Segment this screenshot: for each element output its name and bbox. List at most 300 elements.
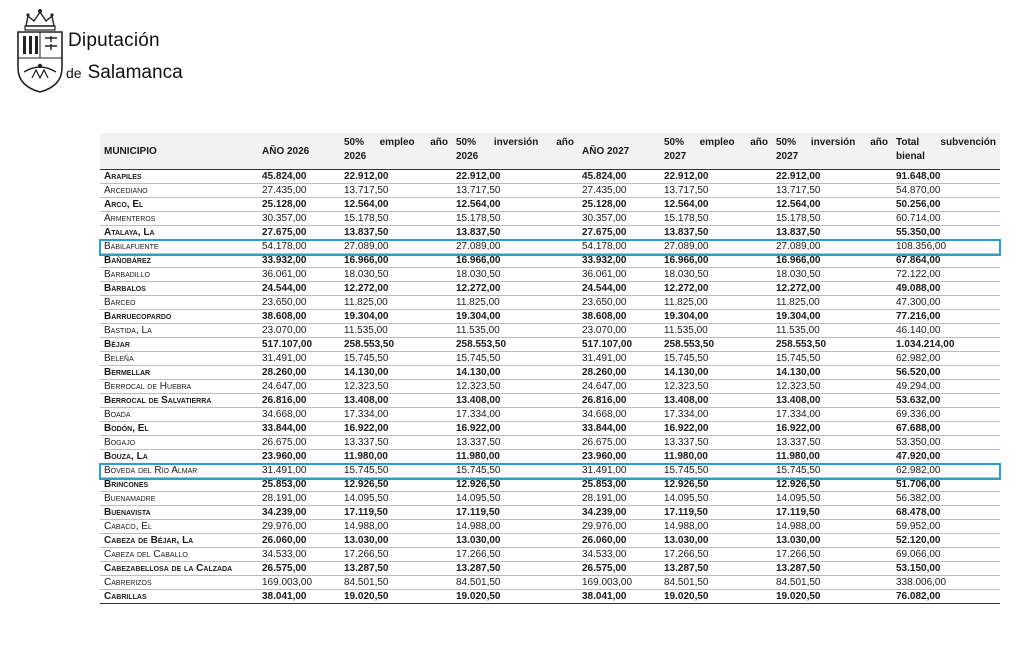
amount-cell: 13.337,50 bbox=[452, 436, 578, 450]
amount-cell: 17.119,50 bbox=[452, 506, 578, 520]
amount-cell: 23.070,00 bbox=[578, 324, 660, 338]
table-row bbox=[100, 226, 1000, 240]
amount-cell: 15.745,50 bbox=[452, 352, 578, 366]
amount-cell: 11.535,00 bbox=[660, 324, 772, 338]
amount-cell: 54.178,00 bbox=[578, 240, 660, 254]
column-header-7 bbox=[892, 133, 1000, 170]
amount-cell: 18.030,50 bbox=[340, 268, 452, 282]
amount-cell: 77.216,00 bbox=[892, 310, 1000, 324]
amount-cell: 15.178,50 bbox=[660, 212, 772, 226]
municipio-cell: Cabeza del Caballo bbox=[100, 548, 258, 562]
amount-cell: 13.717,50 bbox=[452, 184, 578, 198]
amount-cell: 11.980,00 bbox=[340, 450, 452, 464]
amount-cell: 23.650,00 bbox=[578, 296, 660, 310]
amount-cell: 27.089,00 bbox=[452, 240, 578, 254]
amount-cell: 18.030,50 bbox=[452, 268, 578, 282]
table-row bbox=[100, 240, 1000, 254]
municipio-cell: Boada bbox=[100, 408, 258, 422]
amount-cell: 258.553,50 bbox=[340, 338, 452, 352]
amount-cell: 62.982,00 bbox=[892, 464, 1000, 478]
amount-cell: 16.966,00 bbox=[452, 254, 578, 268]
amount-cell: 33.844,00 bbox=[258, 422, 340, 436]
amount-cell: 26.575,00 bbox=[578, 562, 660, 576]
amount-cell: 15.178,50 bbox=[340, 212, 452, 226]
column-header-label: 50% empleo año bbox=[664, 137, 768, 148]
amount-cell: 38.608,00 bbox=[258, 310, 340, 324]
amount-cell: 59.952,00 bbox=[892, 520, 1000, 534]
table-row bbox=[100, 562, 1000, 576]
municipio-cell: Arapiles bbox=[100, 170, 258, 184]
amount-cell: 22.912,00 bbox=[340, 170, 452, 184]
amount-cell: 29.976,00 bbox=[258, 520, 340, 534]
table-row bbox=[100, 296, 1000, 310]
amount-cell: 17.334,00 bbox=[452, 408, 578, 422]
municipio-cell: Cabrerizos bbox=[100, 576, 258, 590]
amount-cell: 13.030,00 bbox=[772, 534, 892, 548]
table-row bbox=[100, 310, 1000, 324]
column-header-label-line2: 2026 bbox=[456, 151, 479, 162]
municipio-cell: Buenamadre bbox=[100, 492, 258, 506]
table-row bbox=[100, 198, 1000, 212]
municipio-cell: Babilafuente bbox=[100, 240, 258, 254]
amount-cell: 27.675,00 bbox=[258, 226, 340, 240]
amount-cell: 14.130,00 bbox=[660, 366, 772, 380]
amount-cell: 17.266,50 bbox=[452, 548, 578, 562]
amount-cell: 14.988,00 bbox=[772, 520, 892, 534]
amount-cell: 26.060,00 bbox=[578, 534, 660, 548]
municipio-cell: Arcediano bbox=[100, 184, 258, 198]
amount-cell: 11.825,00 bbox=[772, 296, 892, 310]
amount-cell: 14.130,00 bbox=[772, 366, 892, 380]
amount-cell: 15.745,50 bbox=[772, 464, 892, 478]
amount-cell: 31.491,00 bbox=[258, 352, 340, 366]
table-row bbox=[100, 282, 1000, 296]
municipio-cell: Bermellar bbox=[100, 366, 258, 380]
municipio-cell: Bóveda del Río Almar bbox=[100, 464, 258, 478]
amount-cell: 72.122,00 bbox=[892, 268, 1000, 282]
table-row bbox=[100, 352, 1000, 366]
amount-cell: 11.825,00 bbox=[452, 296, 578, 310]
amount-cell: 30.357,00 bbox=[258, 212, 340, 226]
amount-cell: 12.564,00 bbox=[340, 198, 452, 212]
municipio-cell: Atalaya, La bbox=[100, 226, 258, 240]
column-header-5 bbox=[660, 133, 772, 170]
amount-cell: 15.178,50 bbox=[772, 212, 892, 226]
amount-cell: 169.003,00 bbox=[578, 576, 660, 590]
municipio-cell: Berrocal de Huebra bbox=[100, 380, 258, 394]
amount-cell: 34.668,00 bbox=[258, 408, 340, 422]
amount-cell: 13.030,00 bbox=[660, 534, 772, 548]
amount-cell: 26.675,00 bbox=[258, 436, 340, 450]
amount-cell: 28.260,00 bbox=[258, 366, 340, 380]
amount-cell: 13.287,50 bbox=[660, 562, 772, 576]
amount-cell: 47.920,00 bbox=[892, 450, 1000, 464]
org-name-de: de bbox=[66, 65, 82, 81]
municipio-cell: Bañobárez bbox=[100, 254, 258, 268]
amount-cell: 28.191,00 bbox=[578, 492, 660, 506]
table-row bbox=[100, 170, 1000, 184]
amount-cell: 33.932,00 bbox=[578, 254, 660, 268]
amount-cell: 27.435,00 bbox=[258, 184, 340, 198]
amount-cell: 15.745,50 bbox=[452, 464, 578, 478]
amount-cell: 13.837,50 bbox=[772, 226, 892, 240]
amount-cell: 17.266,50 bbox=[340, 548, 452, 562]
coat-of-arms-icon bbox=[14, 6, 66, 94]
municipio-cell: Bouza, La bbox=[100, 450, 258, 464]
municipio-cell: Beleña bbox=[100, 352, 258, 366]
subsidy-table bbox=[100, 133, 1000, 604]
amount-cell: 18.030,50 bbox=[660, 268, 772, 282]
amount-cell: 24.647,00 bbox=[578, 380, 660, 394]
column-header-label: 50% empleo año bbox=[344, 137, 448, 148]
amount-cell: 38.608,00 bbox=[578, 310, 660, 324]
amount-cell: 12.564,00 bbox=[660, 198, 772, 212]
amount-cell: 22.912,00 bbox=[452, 170, 578, 184]
amount-cell: 13.287,50 bbox=[772, 562, 892, 576]
column-header-label-line2: 2026 bbox=[344, 151, 367, 162]
column-header-3 bbox=[452, 133, 578, 170]
amount-cell: 14.988,00 bbox=[660, 520, 772, 534]
amount-cell: 16.966,00 bbox=[772, 254, 892, 268]
amount-cell: 54.870,00 bbox=[892, 184, 1000, 198]
column-header-label-line2: 2027 bbox=[776, 151, 799, 162]
table-row bbox=[100, 394, 1000, 408]
amount-cell: 13.837,50 bbox=[340, 226, 452, 240]
amount-cell: 17.119,50 bbox=[660, 506, 772, 520]
municipio-cell: Bogajo bbox=[100, 436, 258, 450]
amount-cell: 108.356,00 bbox=[892, 240, 1000, 254]
amount-cell: 13.408,00 bbox=[772, 394, 892, 408]
amount-cell: 15.745,50 bbox=[772, 352, 892, 366]
amount-cell: 23.960,00 bbox=[578, 450, 660, 464]
column-header-4 bbox=[578, 133, 660, 170]
amount-cell: 16.966,00 bbox=[660, 254, 772, 268]
amount-cell: 258.553,50 bbox=[772, 338, 892, 352]
amount-cell: 14.988,00 bbox=[452, 520, 578, 534]
municipio-cell: Arco, El bbox=[100, 198, 258, 212]
amount-cell: 36.061,00 bbox=[578, 268, 660, 282]
amount-cell: 67.864,00 bbox=[892, 254, 1000, 268]
amount-cell: 13.337,50 bbox=[340, 436, 452, 450]
amount-cell: 12.926,50 bbox=[660, 478, 772, 492]
amount-cell: 53.350,00 bbox=[892, 436, 1000, 450]
amount-cell: 12.272,00 bbox=[340, 282, 452, 296]
amount-cell: 19.304,00 bbox=[452, 310, 578, 324]
amount-cell: 84.501,50 bbox=[660, 576, 772, 590]
amount-cell: 15.745,50 bbox=[660, 464, 772, 478]
amount-cell: 15.745,50 bbox=[340, 464, 452, 478]
amount-cell: 11.825,00 bbox=[660, 296, 772, 310]
amount-cell: 19.304,00 bbox=[772, 310, 892, 324]
amount-cell: 17.334,00 bbox=[772, 408, 892, 422]
amount-cell: 1.034.214,00 bbox=[892, 338, 1000, 352]
amount-cell: 45.824,00 bbox=[258, 170, 340, 184]
table-row bbox=[100, 366, 1000, 380]
table-row bbox=[100, 576, 1000, 590]
table-row bbox=[100, 492, 1000, 506]
amount-cell: 91.648,00 bbox=[892, 170, 1000, 184]
amount-cell: 34.668,00 bbox=[578, 408, 660, 422]
amount-cell: 26.816,00 bbox=[578, 394, 660, 408]
amount-cell: 47.300,00 bbox=[892, 296, 1000, 310]
amount-cell: 27.435,00 bbox=[578, 184, 660, 198]
amount-cell: 84.501,50 bbox=[452, 576, 578, 590]
column-header-label: 50% inversión año bbox=[776, 137, 888, 148]
municipio-cell: Cabaco, El bbox=[100, 520, 258, 534]
amount-cell: 28.191,00 bbox=[258, 492, 340, 506]
amount-cell: 13.287,50 bbox=[452, 562, 578, 576]
municipio-cell: Berrocal de Salvatierra bbox=[100, 394, 258, 408]
table-body bbox=[100, 170, 1000, 604]
column-header-1 bbox=[258, 133, 340, 170]
amount-cell: 11.980,00 bbox=[772, 450, 892, 464]
amount-cell: 31.491,00 bbox=[578, 352, 660, 366]
table-row bbox=[100, 184, 1000, 198]
column-header-2 bbox=[340, 133, 452, 170]
amount-cell: 31.491,00 bbox=[578, 464, 660, 478]
amount-cell: 51.706,00 bbox=[892, 478, 1000, 492]
amount-cell: 26.060,00 bbox=[258, 534, 340, 548]
amount-cell: 13.408,00 bbox=[660, 394, 772, 408]
amount-cell: 26.675,00 bbox=[578, 436, 660, 450]
table-row bbox=[100, 212, 1000, 226]
amount-cell: 517.107,00 bbox=[578, 338, 660, 352]
amount-cell: 12.926,50 bbox=[340, 478, 452, 492]
amount-cell: 12.926,50 bbox=[772, 478, 892, 492]
amount-cell: 13.030,00 bbox=[452, 534, 578, 548]
amount-cell: 11.825,00 bbox=[340, 296, 452, 310]
municipio-cell: Brincones bbox=[100, 478, 258, 492]
amount-cell: 338.006,00 bbox=[892, 576, 1000, 590]
table-header-row bbox=[100, 133, 1000, 170]
municipio-cell: Armenteros bbox=[100, 212, 258, 226]
amount-cell: 258.553,50 bbox=[660, 338, 772, 352]
table-row bbox=[100, 268, 1000, 282]
amount-cell: 13.408,00 bbox=[340, 394, 452, 408]
amount-cell: 22.912,00 bbox=[772, 170, 892, 184]
table-row bbox=[100, 534, 1000, 548]
org-name-line1: Diputación bbox=[68, 30, 160, 51]
municipio-cell: Cabrillas bbox=[100, 590, 258, 604]
amount-cell: 17.334,00 bbox=[340, 408, 452, 422]
amount-cell: 36.061,00 bbox=[258, 268, 340, 282]
amount-cell: 31.491,00 bbox=[258, 464, 340, 478]
amount-cell: 69.336,00 bbox=[892, 408, 1000, 422]
amount-cell: 13.408,00 bbox=[452, 394, 578, 408]
amount-cell: 84.501,50 bbox=[340, 576, 452, 590]
amount-cell: 34.239,00 bbox=[578, 506, 660, 520]
amount-cell: 45.824,00 bbox=[578, 170, 660, 184]
amount-cell: 13.837,50 bbox=[660, 226, 772, 240]
table-row bbox=[100, 450, 1000, 464]
amount-cell: 14.095,50 bbox=[340, 492, 452, 506]
amount-cell: 34.239,00 bbox=[258, 506, 340, 520]
amount-cell: 12.564,00 bbox=[452, 198, 578, 212]
amount-cell: 49.294,00 bbox=[892, 380, 1000, 394]
table-row bbox=[100, 422, 1000, 436]
municipio-cell: Barbadillo bbox=[100, 268, 258, 282]
amount-cell: 16.966,00 bbox=[340, 254, 452, 268]
table-row bbox=[100, 520, 1000, 534]
column-header-label: AÑO 2026 bbox=[262, 145, 310, 157]
amount-cell: 33.844,00 bbox=[578, 422, 660, 436]
amount-cell: 517.107,00 bbox=[258, 338, 340, 352]
amount-cell: 15.745,50 bbox=[340, 352, 452, 366]
table-row bbox=[100, 506, 1000, 520]
amount-cell: 16.922,00 bbox=[452, 422, 578, 436]
amount-cell: 84.501,50 bbox=[772, 576, 892, 590]
amount-cell: 56.520,00 bbox=[892, 366, 1000, 380]
amount-cell: 16.922,00 bbox=[340, 422, 452, 436]
amount-cell: 19.020,50 bbox=[772, 590, 892, 604]
municipio-cell: Barbalos bbox=[100, 282, 258, 296]
amount-cell: 19.304,00 bbox=[660, 310, 772, 324]
amount-cell: 11.980,00 bbox=[660, 450, 772, 464]
amount-cell: 13.337,50 bbox=[660, 436, 772, 450]
table-row bbox=[100, 380, 1000, 394]
column-header-label: Total subvención bbox=[896, 137, 996, 148]
municipio-cell: Béjar bbox=[100, 338, 258, 352]
table-row bbox=[100, 436, 1000, 450]
amount-cell: 52.120,00 bbox=[892, 534, 1000, 548]
amount-cell: 13.337,50 bbox=[772, 436, 892, 450]
amount-cell: 12.323,50 bbox=[340, 380, 452, 394]
municipio-cell: Cabeza de Béjar, La bbox=[100, 534, 258, 548]
amount-cell: 11.535,00 bbox=[340, 324, 452, 338]
amount-cell: 12.564,00 bbox=[772, 198, 892, 212]
amount-cell: 17.119,50 bbox=[340, 506, 452, 520]
column-header-6 bbox=[772, 133, 892, 170]
amount-cell: 38.041,00 bbox=[578, 590, 660, 604]
amount-cell: 76.082,00 bbox=[892, 590, 1000, 604]
amount-cell: 34.533,00 bbox=[258, 548, 340, 562]
municipio-cell: Bastida, La bbox=[100, 324, 258, 338]
table-row bbox=[100, 254, 1000, 268]
table-row bbox=[100, 464, 1000, 478]
amount-cell: 12.272,00 bbox=[660, 282, 772, 296]
amount-cell: 17.119,50 bbox=[772, 506, 892, 520]
amount-cell: 54.178,00 bbox=[258, 240, 340, 254]
amount-cell: 19.020,50 bbox=[660, 590, 772, 604]
amount-cell: 25.128,00 bbox=[578, 198, 660, 212]
amount-cell: 258.553,50 bbox=[452, 338, 578, 352]
amount-cell: 13.837,50 bbox=[452, 226, 578, 240]
column-header-0 bbox=[100, 133, 258, 170]
amount-cell: 26.816,00 bbox=[258, 394, 340, 408]
table-row bbox=[100, 590, 1000, 604]
amount-cell: 14.095,50 bbox=[660, 492, 772, 506]
amount-cell: 19.020,50 bbox=[340, 590, 452, 604]
amount-cell: 14.130,00 bbox=[340, 366, 452, 380]
amount-cell: 25.853,00 bbox=[578, 478, 660, 492]
amount-cell: 25.128,00 bbox=[258, 198, 340, 212]
column-header-label: 50% inversión año bbox=[456, 137, 574, 148]
amount-cell: 24.544,00 bbox=[258, 282, 340, 296]
column-header-label-line2: bienal bbox=[896, 151, 925, 162]
amount-cell: 169.003,00 bbox=[258, 576, 340, 590]
amount-cell: 13.717,50 bbox=[772, 184, 892, 198]
amount-cell: 62.982,00 bbox=[892, 352, 1000, 366]
amount-cell: 11.535,00 bbox=[772, 324, 892, 338]
amount-cell: 19.020,50 bbox=[452, 590, 578, 604]
column-header-label-line2: 2027 bbox=[664, 151, 687, 162]
amount-cell: 13.717,50 bbox=[340, 184, 452, 198]
table-row bbox=[100, 548, 1000, 562]
amount-cell: 53.150,00 bbox=[892, 562, 1000, 576]
amount-cell: 12.323,50 bbox=[452, 380, 578, 394]
amount-cell: 67.688,00 bbox=[892, 422, 1000, 436]
amount-cell: 13.287,50 bbox=[340, 562, 452, 576]
amount-cell: 14.095,50 bbox=[772, 492, 892, 506]
table-row bbox=[100, 408, 1000, 422]
amount-cell: 28.260,00 bbox=[578, 366, 660, 380]
amount-cell: 27.675,00 bbox=[578, 226, 660, 240]
amount-cell: 23.650,00 bbox=[258, 296, 340, 310]
amount-cell: 30.357,00 bbox=[578, 212, 660, 226]
municipio-cell: Buenavista bbox=[100, 506, 258, 520]
amount-cell: 11.980,00 bbox=[452, 450, 578, 464]
amount-cell: 27.089,00 bbox=[660, 240, 772, 254]
amount-cell: 13.030,00 bbox=[340, 534, 452, 548]
page-header bbox=[14, 6, 214, 96]
amount-cell: 49.088,00 bbox=[892, 282, 1000, 296]
amount-cell: 17.266,50 bbox=[772, 548, 892, 562]
amount-cell: 16.922,00 bbox=[772, 422, 892, 436]
amount-cell: 17.266,50 bbox=[660, 548, 772, 562]
amount-cell: 24.544,00 bbox=[578, 282, 660, 296]
amount-cell: 55.350,00 bbox=[892, 226, 1000, 240]
amount-cell: 12.272,00 bbox=[452, 282, 578, 296]
amount-cell: 19.304,00 bbox=[340, 310, 452, 324]
amount-cell: 12.323,50 bbox=[772, 380, 892, 394]
amount-cell: 46.140,00 bbox=[892, 324, 1000, 338]
org-name-line2 bbox=[66, 62, 183, 84]
table-row bbox=[100, 324, 1000, 338]
column-header-label: AÑO 2027 bbox=[582, 145, 630, 157]
amount-cell: 27.089,00 bbox=[340, 240, 452, 254]
amount-cell: 12.272,00 bbox=[772, 282, 892, 296]
amount-cell: 13.717,50 bbox=[660, 184, 772, 198]
amount-cell: 69.066,00 bbox=[892, 548, 1000, 562]
amount-cell: 14.130,00 bbox=[452, 366, 578, 380]
amount-cell: 68.478,00 bbox=[892, 506, 1000, 520]
amount-cell: 33.932,00 bbox=[258, 254, 340, 268]
table-row bbox=[100, 338, 1000, 352]
amount-cell: 15.745,50 bbox=[660, 352, 772, 366]
amount-cell: 34.533,00 bbox=[578, 548, 660, 562]
amount-cell: 16.922,00 bbox=[660, 422, 772, 436]
amount-cell: 14.095,50 bbox=[452, 492, 578, 506]
municipio-cell: Cabezabellosa de la Calzada bbox=[100, 562, 258, 576]
amount-cell: 12.323,50 bbox=[660, 380, 772, 394]
municipio-cell: Bodón, El bbox=[100, 422, 258, 436]
amount-cell: 23.960,00 bbox=[258, 450, 340, 464]
municipio-cell: Barceo bbox=[100, 296, 258, 310]
amount-cell: 18.030,50 bbox=[772, 268, 892, 282]
amount-cell: 29.976,00 bbox=[578, 520, 660, 534]
amount-cell: 17.334,00 bbox=[660, 408, 772, 422]
amount-cell: 26.575,00 bbox=[258, 562, 340, 576]
amount-cell: 60.714,00 bbox=[892, 212, 1000, 226]
org-name-salamanca: Salamanca bbox=[87, 62, 183, 83]
amount-cell: 15.178,50 bbox=[452, 212, 578, 226]
amount-cell: 14.988,00 bbox=[340, 520, 452, 534]
amount-cell: 56.382,00 bbox=[892, 492, 1000, 506]
amount-cell: 12.926,50 bbox=[452, 478, 578, 492]
amount-cell: 11.535,00 bbox=[452, 324, 578, 338]
amount-cell: 23.070,00 bbox=[258, 324, 340, 338]
amount-cell: 38.041,00 bbox=[258, 590, 340, 604]
